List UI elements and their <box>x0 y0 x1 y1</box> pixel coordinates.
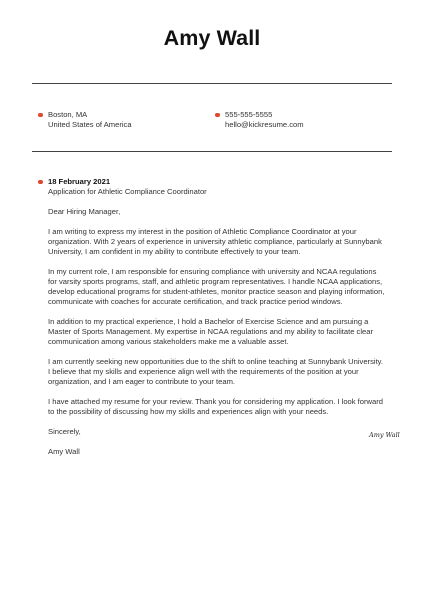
bottom-divider <box>32 151 392 152</box>
letter-subject: Application for Athletic Compliance Coordinator <box>48 187 207 196</box>
letter-body <box>48 177 386 457</box>
handwritten-signature: Amy Wall <box>369 431 400 439</box>
contact-details <box>225 110 304 130</box>
applicant-name: Amy Wall <box>163 26 261 50</box>
date-bullet-icon <box>38 180 43 185</box>
letter-signoff-name: Amy Wall <box>48 447 80 456</box>
letter-paragraph-1: I am writing to express my interest in the position of Athletic Compliance Coordinator at your organization. With 2 years of experience in university athletic compliance, particularly at Sunnybank University, I am confident in my ability to contribute effectively to your team. <box>48 227 382 256</box>
contact-city: Boston, MA <box>48 110 88 119</box>
top-divider <box>32 83 392 84</box>
letter-paragraph-3: In addition to my practical experience, I hold a Bachelor of Exercise Science and am pursuing a Master of Sports Management. My expertise in NCAA regulations and my ability to facilitate clear communication among various stakeholders make me a valuable asset. <box>48 317 373 346</box>
letter-greeting: Dear Hiring Manager, <box>48 207 121 216</box>
contact-bullet-icon <box>215 113 220 118</box>
contact-location <box>48 110 132 130</box>
location-bullet-icon <box>38 113 43 118</box>
letter-closing: Sincerely, <box>48 427 81 436</box>
letter-paragraph-2: In my current role, I am responsible for ensuring compliance with university and NCAA regulations for varsity sports programs, staff, and athletic program representatives. I handle NCAA applications, develop educational programs for student-athletes, monitor practice season and playing information, communicate with coaches for accurate certification, and track practice period windows. <box>48 267 385 306</box>
contact-phone: 555-555-5555 <box>225 110 273 119</box>
contact-country: United States of America <box>48 120 132 129</box>
letter-paragraph-4: I am currently seeking new opportunities due to the shift to online teaching at Sunnybank University. I believe that my skills and experience align well with the requirements of the position at your organization, and I am eager to contribute to your team. <box>48 357 384 386</box>
letter-paragraph-5: I have attached my resume for your review. Thank you for considering my application. I look forward to the possibility of discussing how my skills and experiences align with your needs. <box>48 397 383 416</box>
letter-date: 18 February 2021 <box>48 177 111 186</box>
contact-email: hello@kickresume.com <box>225 120 304 129</box>
